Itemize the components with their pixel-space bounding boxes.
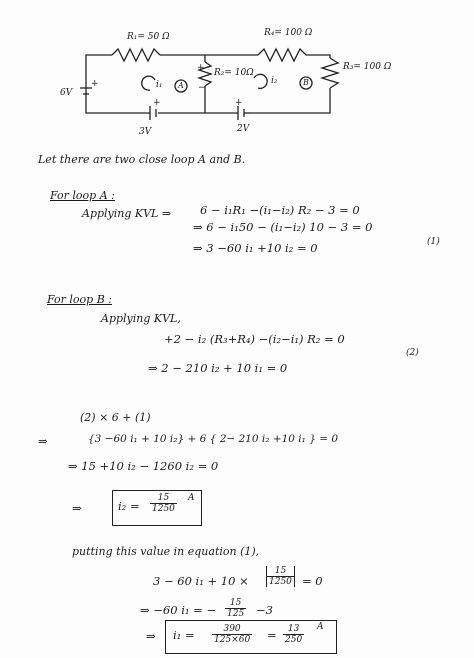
arrow: ⇒ <box>72 501 82 515</box>
eq2-numerator: 15 <box>225 598 246 609</box>
r3-label: R₃= 100 Ω <box>343 62 392 72</box>
minus-sign: − <box>198 83 206 93</box>
loop-a-current: i₁ <box>156 80 163 90</box>
combine-step: (2) × 6 + (1) <box>80 411 151 424</box>
eq-tag-1: (1) <box>427 237 440 247</box>
i2-unit: A <box>188 493 195 503</box>
eq2-denominator: 125 <box>227 609 245 619</box>
plus-sign: + <box>197 63 205 73</box>
r1-label: R₁= 50 Ω <box>127 32 170 42</box>
eq-tag-2: (2) <box>406 348 419 358</box>
loop-a-heading: For loop A : <box>50 189 115 202</box>
loop-a-eq2: ⇒ 6 − i₁50 − (i₁−i₂) 10 − 3 = 0 <box>193 220 373 234</box>
eq2-fraction <box>225 598 246 619</box>
putting-eq2: ⇒ −60 i₁ = − <box>140 603 217 617</box>
loop-b-heading: For loop B : <box>47 293 112 306</box>
circuit-diagram <box>0 0 474 160</box>
i1-unit: A <box>317 622 324 632</box>
v6-label: 6V <box>60 88 73 98</box>
intro-text: Let there are two close loop A and B. <box>38 153 246 166</box>
combine-eq1: {3 −60 i₁ + 10 i₂} + 6 { 2− 210 i₂ +10 i₁ } = 0 <box>88 433 339 445</box>
eq1-denominator: 1250 <box>269 577 292 587</box>
eq2-right: −3 <box>256 603 273 617</box>
loop-b-eq1: +2 − i₂ (R₃+R₄) −(i₂−i₁) R₂ = 0 <box>164 332 345 346</box>
i1-label: i₁ = <box>173 628 195 642</box>
eq1-fraction <box>266 566 295 587</box>
i1-denominator: 125×60 <box>214 635 251 645</box>
i2-denominator: 1250 <box>152 504 175 514</box>
node-a-label: A <box>178 81 184 90</box>
putting-text: putting this value in equation (1), <box>72 545 260 558</box>
plus-sign: + <box>153 98 161 108</box>
i1-fraction <box>212 624 252 645</box>
arrow: ⇒ <box>146 629 156 643</box>
i1-denominator-simplified: 250 <box>285 635 303 645</box>
i1-numerator: 390 <box>212 624 252 635</box>
loop-a-eq1: 6 − i₁R₁ −(i₁−i₂) R₂ − 3 = 0 <box>200 203 360 217</box>
i2-numerator: 15 <box>150 493 177 504</box>
node-b-label: B <box>303 78 309 87</box>
plus-sign: + <box>235 98 243 108</box>
loop-a-kvl-label: Applying KVL ⇒ <box>82 207 172 220</box>
plus-sign: + <box>91 79 99 89</box>
v2-label: 2V <box>237 124 250 134</box>
loop-b-kvl-label: Applying KVL, <box>101 312 181 325</box>
arrow: ⇒ <box>38 434 48 448</box>
loop-a-eq3: ⇒ 3 −60 i₁ +10 i₂ = 0 <box>193 241 318 255</box>
combine-eq2: ⇒ 15 +10 i₂ − 1260 i₂ = 0 <box>68 459 219 473</box>
r2-label: R₂= 10Ω <box>214 68 254 78</box>
i1-numerator-simplified: 13 <box>283 624 304 635</box>
putting-eq1: 3 − 60 i₁ + 10 × <box>153 574 249 588</box>
loop-b-eq2: ⇒ 2 − 210 i₂ + 10 i₁ = 0 <box>148 361 288 375</box>
eq1-numerator: 15 <box>267 566 294 577</box>
eq1-right: = 0 <box>302 574 323 588</box>
r4-label: R₄= 100 Ω <box>264 28 313 38</box>
loop-b-current: i₂ <box>271 76 278 86</box>
i2-label: i₂ = <box>118 499 140 513</box>
i2-fraction <box>150 493 177 514</box>
i1-equals: = <box>267 628 277 642</box>
v3-label: 3V <box>139 127 152 137</box>
i1-fraction-simplified <box>283 624 304 645</box>
